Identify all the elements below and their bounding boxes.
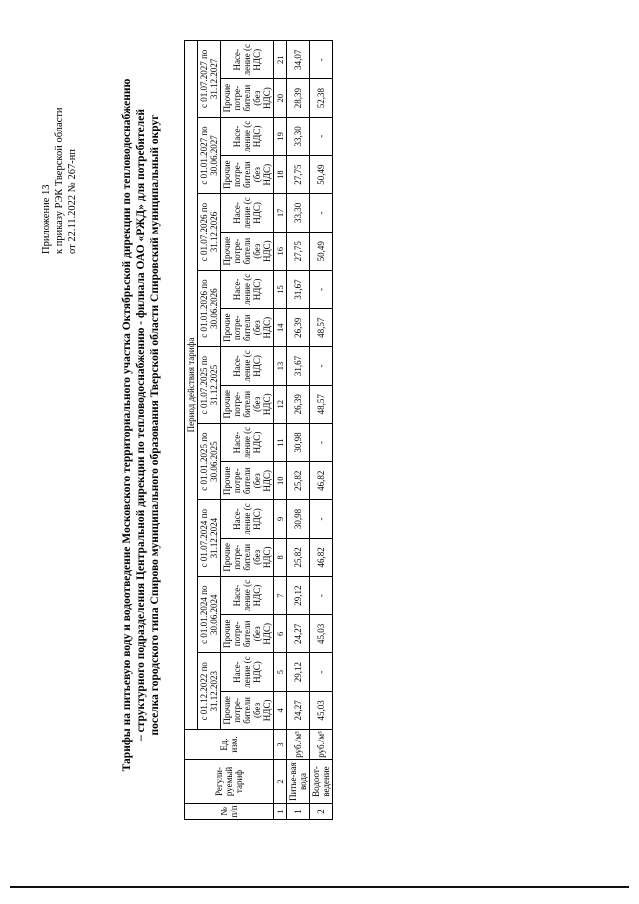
row-value: 31,67 <box>287 270 310 308</box>
column-number: 17 <box>274 194 287 232</box>
column-number: 13 <box>274 347 287 385</box>
column-number: 14 <box>274 309 287 347</box>
row-value: 30,98 <box>287 500 310 538</box>
subheader-other: Прочие потре-бители (без НДС) <box>221 232 274 270</box>
row-value: 29,12 <box>287 576 310 614</box>
subheader-other: Прочие потре-бители (без НДС) <box>221 385 274 423</box>
period-header: с 01.07.2025 по 31.12.2025 <box>198 347 221 424</box>
row-value: - <box>310 500 333 538</box>
row-value: 27,75 <box>287 156 310 194</box>
column-number: 6 <box>274 615 287 653</box>
column-number: 5 <box>274 653 287 691</box>
column-number: 7 <box>274 576 287 614</box>
column-number: 18 <box>274 156 287 194</box>
period-header: с 01.01.2025 по 30.06.2025 <box>198 423 221 500</box>
row-value: 25,82 <box>287 538 310 576</box>
document-title <box>120 40 162 810</box>
subheader-population: Насе-ление (с НДС) <box>221 270 274 308</box>
table-row <box>287 41 310 820</box>
column-number: 15 <box>274 270 287 308</box>
row-value: - <box>310 347 333 385</box>
row-value: 33,30 <box>287 117 310 155</box>
row-value: 26,39 <box>287 309 310 347</box>
subheader-other: Прочие потре-бители (без НДС) <box>221 462 274 500</box>
column-number: 9 <box>274 500 287 538</box>
row-value: 34,07 <box>287 41 310 79</box>
row-value: 46,82 <box>310 462 333 500</box>
row-value: 50,49 <box>310 156 333 194</box>
row-number: 1 <box>287 804 310 820</box>
approval-line-2: к приказу РЭК Тверской области <box>54 107 65 254</box>
subheader-population: Насе-ление (с НДС) <box>221 653 274 691</box>
column-number: 20 <box>274 79 287 117</box>
row-value: 52,38 <box>310 79 333 117</box>
table-body <box>287 41 333 820</box>
subheader-other: Прочие потре-бители (без НДС) <box>221 309 274 347</box>
row-value: 27,75 <box>287 232 310 270</box>
column-number-row <box>274 41 287 820</box>
column-number: 11 <box>274 423 287 461</box>
subheader-other: Прочие потре-бители (без НДС) <box>221 79 274 117</box>
row-value: 24,27 <box>287 615 310 653</box>
column-number: 12 <box>274 385 287 423</box>
row-value: 45,03 <box>310 615 333 653</box>
period-header: с 01.01.2024 по 30.06.2024 <box>198 576 221 653</box>
tariff-table <box>184 40 333 820</box>
title-line-2: – структурного подразделения Центральной дирекции по тепловодоснабжению - филиала ОАО «РЖД» для потребителей <box>135 109 147 741</box>
row-value: - <box>310 117 333 155</box>
row-value: - <box>310 576 333 614</box>
header-no: № п/п <box>185 804 274 820</box>
row-tariff: Водоот-ведение <box>310 760 333 804</box>
row-value: 50,49 <box>310 232 333 270</box>
row-value: 29,12 <box>287 653 310 691</box>
row-value: - <box>310 423 333 461</box>
header-unit: Ед. изм. <box>185 730 274 760</box>
table-row <box>310 41 333 820</box>
row-value: - <box>310 41 333 79</box>
subheader-population: Насе-ление (с НДС) <box>221 117 274 155</box>
header-period: Период действия тарифа <box>185 41 198 730</box>
subheader-other: Прочие потре-бители (без НДС) <box>221 156 274 194</box>
row-value: 28,39 <box>287 79 310 117</box>
header-tariff: Регули-руемый тариф <box>185 760 274 804</box>
subheader-population: Насе-ление (с НДС) <box>221 194 274 232</box>
subheader-other: Прочие потре-бители (без НДС) <box>221 615 274 653</box>
column-number: 2 <box>274 760 287 804</box>
row-value: - <box>310 653 333 691</box>
column-number: 10 <box>274 462 287 500</box>
row-value: 31,67 <box>287 347 310 385</box>
period-header: с 01.07.2024 по 31.12.2024 <box>198 500 221 577</box>
row-value: - <box>310 270 333 308</box>
column-number: 21 <box>274 41 287 79</box>
subheader-population: Насе-ление (с НДС) <box>221 576 274 614</box>
period-header: с 01.01.2026 по 30.06.2026 <box>198 270 221 347</box>
subheader-other: Прочие потре-бители (без НДС) <box>221 691 274 729</box>
row-value: 25,82 <box>287 462 310 500</box>
subheader-population: Насе-ление (с НДС) <box>221 500 274 538</box>
column-number: 1 <box>274 804 287 820</box>
period-header: с 01.07.2027 по 31.12.2027 <box>198 41 221 118</box>
rotated-page <box>0 10 580 850</box>
row-value: 24,27 <box>287 691 310 729</box>
approval-line-1: Приложение 13 <box>41 184 52 254</box>
subheader-other: Прочие потре-бители (без НДС) <box>221 538 274 576</box>
bottom-divider <box>10 886 629 888</box>
column-number: 19 <box>274 117 287 155</box>
row-value: 45,03 <box>310 691 333 729</box>
row-unit: руб./м³ <box>287 730 310 760</box>
row-number: 2 <box>310 804 333 820</box>
period-header: с 01.12.2022 по 31.12.2023 <box>198 653 221 730</box>
approval-line-3: от 22.11.2022 № 267-нп <box>67 149 78 254</box>
title-line-1: Тарифы на питьевую воду и водоотведение Московского территориального участка Октябрьской дирекции по тепловодоснабжению <box>121 78 133 772</box>
subheader-population: Насе-ление (с НДС) <box>221 41 274 79</box>
column-number: 16 <box>274 232 287 270</box>
column-number: 8 <box>274 538 287 576</box>
period-row <box>198 41 221 820</box>
subheader-population: Насе-ление (с НДС) <box>221 423 274 461</box>
row-value: 48,57 <box>310 309 333 347</box>
row-value: 46,82 <box>310 538 333 576</box>
row-value: 26,39 <box>287 385 310 423</box>
subheader-population: Насе-ление (с НДС) <box>221 347 274 385</box>
row-value: 30,98 <box>287 423 310 461</box>
period-header: с 01.01.2027 по 30.06.2027 <box>198 117 221 194</box>
row-tariff: Питье-вая вода <box>287 760 310 804</box>
row-unit: руб./м³ <box>310 730 333 760</box>
period-header: с 01.07.2026 по 31.12.2026 <box>198 194 221 271</box>
column-number: 4 <box>274 691 287 729</box>
approval-block <box>40 34 79 254</box>
title-line-3: поселка городского типа Спирово муниципального образования Тверской области Спировский муниципальный округ <box>149 114 161 736</box>
row-value: - <box>310 194 333 232</box>
column-number: 3 <box>274 730 287 760</box>
row-value: 33,30 <box>287 194 310 232</box>
subheader-row <box>221 41 274 820</box>
row-value: 48,57 <box>310 385 333 423</box>
